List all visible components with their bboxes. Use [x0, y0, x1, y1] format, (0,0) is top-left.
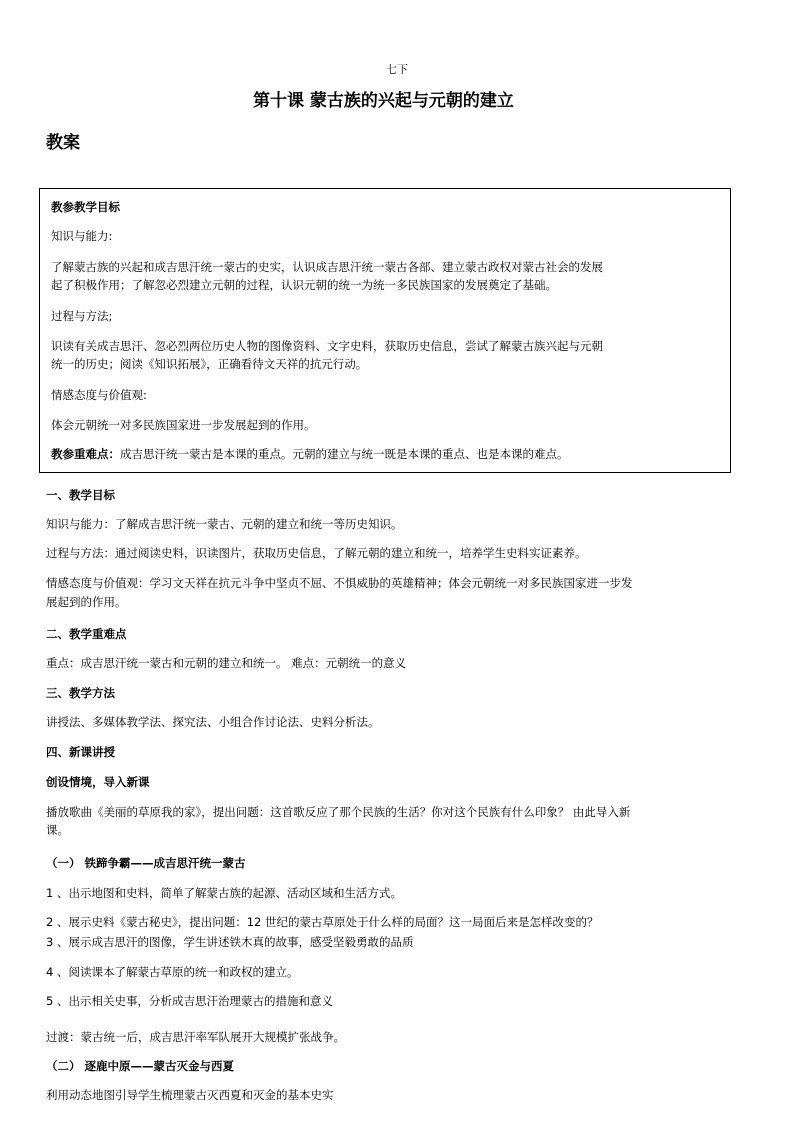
knowledge-text: 了解蒙古族的兴起和成吉思汗统一蒙古的史实，认识成吉思汗统一蒙古各部、建立蒙古政权对蒙古社会的发展 [51, 260, 603, 274]
key-points-line: 重点：成吉思汗统一蒙古和元朝的建立和统一。 难点：元朝统一的意义 [46, 656, 407, 670]
goal-emotion: 情感态度与价值观：学习文天祥在抗元斗争中坚贞不屈、不惧威胁的英雄精神；体会元朝统一对多民族国家进一步发 [46, 576, 633, 590]
process-text: 识读有关成吉思汗、忽必烈两位历史人物的图像资料、文字史料，获取历史信息，尝试了解蒙古族兴起与元朝 [51, 339, 603, 353]
key-points-label: 教参重难点： [51, 447, 120, 461]
list-item: 3 、展示成吉思汗的图像，学生讲述铁木真的故事，感受坚毅勇敢的品质 [46, 935, 414, 949]
part2-heading: （二） 逐鹿中原——蒙古灭金与西夏 [46, 1059, 235, 1073]
goal-emotion: 展起到的作用。 [46, 595, 127, 609]
intro-text: 播放歌曲《美丽的草原我的家》，提出问题：这首歌反应了那个民族的生活？你对这个民族有什么印象？ 由此导入新 [46, 805, 631, 819]
process-text: 统一的历史；阅读《知识拓展》，正确看待文天祥的抗元行动。 [51, 357, 368, 371]
knowledge-text: 起了积极作用；了解忽必烈建立元朝的过程，认识元朝的统一为统一多民族国家的发展奠定了基础。 [51, 278, 557, 292]
list-item: 5 、出示相关史事，分析成吉思汗治理蒙古的措施和意义 [46, 994, 333, 1008]
intro-heading: 创设情境，导入新课 [46, 775, 150, 789]
goal-box-heading: 教参教学目标 [51, 200, 120, 214]
section-heading-methods: 三、教学方法 [46, 686, 115, 700]
part1-heading: （一） 铁蹄争霸——成吉思汗统一蒙古 [46, 856, 246, 870]
key-points-line [51, 446, 569, 462]
transition-text: 过渡：蒙古统一后，成吉思汗率军队展开大规模扩张战争。 [46, 1030, 345, 1044]
key-points-text: 成吉思汗统一蒙古是本课的重点。元朝的建立与统一既是本课的重点、也是本课的难点。 [120, 447, 569, 461]
knowledge-label: 知识与能力: [51, 229, 113, 243]
methods-line: 讲授法、多媒体教学法、探究法、小组合作讨论法、史料分析法。 [46, 715, 380, 729]
emotion-text: 体会元朝统一对多民族国家进一步发展起到的作用。 [51, 418, 316, 432]
section-heading-goals: 一、教学目标 [46, 488, 115, 502]
list-item: 2 、展示史料《蒙古秘史》，提出问题：12 世纪的蒙古草原处于什么样的局面？这一局面后来是怎样改变的？ [46, 915, 599, 929]
intro-text: 课。 [46, 823, 69, 837]
list-item: 1 、出示地图和史料，简单了解蒙古族的起源、活动区域和生活方式。 [46, 886, 402, 900]
list-item: 4 、阅读课本了解蒙古草原的统一和政权的建立。 [46, 965, 299, 979]
goal-knowledge: 知识与能力：了解成吉思汗统一蒙古、元朝的建立和统一等历史知识。 [46, 517, 403, 531]
process-label: 过程与方法; [51, 309, 113, 323]
list-item: 利用动态地图引导学生梳理蒙古灭西夏和灭金的基本史实 [46, 1088, 334, 1102]
section-label: 教案 [46, 133, 80, 153]
emotion-label: 情感态度与价值观: [51, 388, 147, 402]
section-heading-key-points: 二、教学重难点 [46, 627, 127, 641]
goal-process: 过程与方法：通过阅读史料，识读图片，获取历史信息，了解元朝的建立和统一，培养学生史料实证素养。 [46, 546, 587, 560]
section-heading-lecture: 四、新课讲授 [46, 745, 115, 759]
grade-label: 七下 [386, 63, 408, 76]
page-title: 第十课 蒙古族的兴起与元朝的建立 [253, 91, 514, 111]
